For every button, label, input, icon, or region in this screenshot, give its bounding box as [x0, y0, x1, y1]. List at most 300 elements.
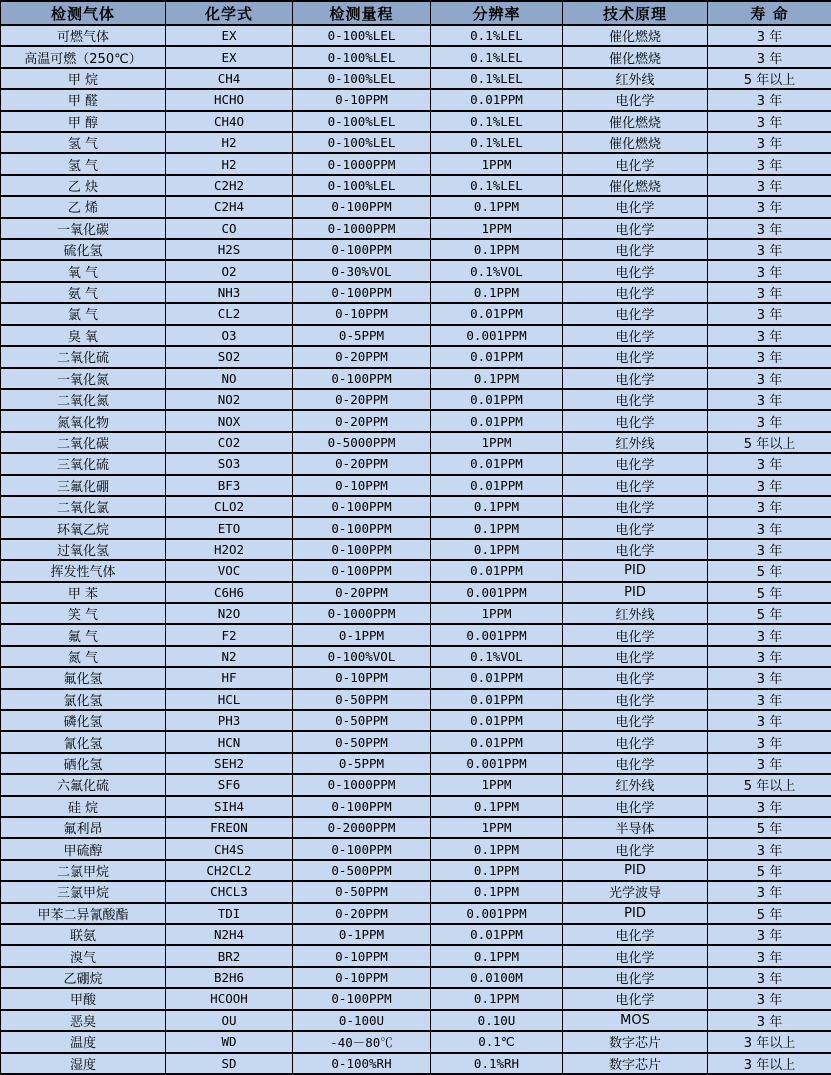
principle-cell: 电化学: [563, 731, 708, 752]
range-cell: 0-100%LEL: [293, 111, 431, 132]
table-row: [1, 753, 831, 774]
range-cell: 0-100PPM: [293, 796, 431, 817]
lifespan-cell: 5 年以上: [708, 432, 831, 453]
resolution-cell: 0.001PPM: [431, 582, 563, 603]
gas-cell: 氟 气: [1, 624, 166, 645]
formula-cell: NOX: [166, 410, 293, 431]
column-header-gas: 检测气体: [1, 1, 166, 25]
principle-cell: 电化学: [563, 539, 708, 560]
principle-cell: 电化学: [563, 368, 708, 389]
gas-cell: 乙 炔: [1, 175, 166, 196]
gas-cell: 氯 气: [1, 303, 166, 324]
table-row: [1, 817, 831, 838]
formula-cell: SEH2: [166, 753, 293, 774]
table-row: [1, 239, 831, 260]
principle-cell: 红外线: [563, 774, 708, 795]
resolution-cell: 1PPM: [431, 603, 563, 624]
table-row: [1, 410, 831, 431]
resolution-cell: 1PPM: [431, 432, 563, 453]
gas-cell: 环氧乙烷: [1, 517, 166, 538]
formula-cell: HCHO: [166, 89, 293, 110]
gas-cell: 三氧化硫: [1, 453, 166, 474]
formula-cell: BF3: [166, 475, 293, 496]
resolution-cell: 0.1PPM: [431, 196, 563, 217]
table-row: [1, 924, 831, 945]
table-row: [1, 560, 831, 581]
gas-cell: 挥发性气体: [1, 560, 166, 581]
range-cell: 0-10PPM: [293, 967, 431, 988]
resolution-cell: 1PPM: [431, 774, 563, 795]
gas-cell: 乙 烯: [1, 196, 166, 217]
resolution-cell: 0.1PPM: [431, 945, 563, 966]
resolution-cell: 0.1PPM: [431, 796, 563, 817]
principle-cell: 电化学: [563, 453, 708, 474]
range-cell: 0-20PPM: [293, 582, 431, 603]
table-row: [1, 282, 831, 303]
gas-cell: 氟化氢: [1, 667, 166, 688]
resolution-cell: 0.1%VOL: [431, 646, 563, 667]
gas-cell: 氮 气: [1, 646, 166, 667]
range-cell: 0-100%RH: [293, 1053, 431, 1075]
lifespan-cell: 3 年: [708, 89, 831, 110]
range-cell: 0-100%LEL: [293, 132, 431, 153]
table-row: [1, 517, 831, 538]
table-row: [1, 903, 831, 924]
formula-cell: CO2: [166, 432, 293, 453]
gas-cell: 二氯甲烷: [1, 860, 166, 881]
formula-cell: O2: [166, 260, 293, 281]
range-cell: 0-100PPM: [293, 282, 431, 303]
formula-cell: H2S: [166, 239, 293, 260]
table-row: [1, 475, 831, 496]
principle-cell: 电化学: [563, 753, 708, 774]
formula-cell: C6H6: [166, 582, 293, 603]
range-cell: 0-1000PPM: [293, 218, 431, 239]
formula-cell: EX: [166, 46, 293, 67]
range-cell: -40－80℃: [293, 1031, 431, 1052]
resolution-cell: 0.1%VOL: [431, 260, 563, 281]
resolution-cell: 0.1PPM: [431, 239, 563, 260]
range-cell: 0-2000PPM: [293, 817, 431, 838]
principle-cell: 电化学: [563, 646, 708, 667]
principle-cell: 电化学: [563, 838, 708, 859]
range-cell: 0-50PPM: [293, 731, 431, 752]
lifespan-cell: 3 年: [708, 731, 831, 752]
principle-cell: 红外线: [563, 68, 708, 89]
formula-cell: N2H4: [166, 924, 293, 945]
lifespan-cell: 3 年: [708, 46, 831, 67]
lifespan-cell: 3 年以上: [708, 1031, 831, 1052]
table-row: [1, 603, 831, 624]
lifespan-cell: 3 年: [708, 945, 831, 966]
lifespan-cell: 3 年: [708, 368, 831, 389]
principle-cell: 数字芯片: [563, 1031, 708, 1052]
formula-cell: HCL: [166, 689, 293, 710]
resolution-cell: 0.001PPM: [431, 325, 563, 346]
formula-cell: HCN: [166, 731, 293, 752]
resolution-cell: 0.01PPM: [431, 453, 563, 474]
range-cell: 0-100%LEL: [293, 25, 431, 46]
resolution-cell: 0.0100M: [431, 967, 563, 988]
formula-cell: WD: [166, 1031, 293, 1052]
resolution-cell: 0.1%LEL: [431, 46, 563, 67]
principle-cell: 电化学: [563, 282, 708, 303]
principle-cell: 红外线: [563, 432, 708, 453]
gas-cell: 三氟化硼: [1, 475, 166, 496]
table-row: [1, 731, 831, 752]
lifespan-cell: 3 年: [708, 153, 831, 174]
table-row: [1, 945, 831, 966]
formula-cell: SIH4: [166, 796, 293, 817]
range-cell: 0-50PPM: [293, 710, 431, 731]
lifespan-cell: 3 年: [708, 988, 831, 1009]
range-cell: 0-10PPM: [293, 89, 431, 110]
resolution-cell: 0.1PPM: [431, 881, 563, 902]
principle-cell: 催化燃烧: [563, 46, 708, 67]
principle-cell: 电化学: [563, 496, 708, 517]
resolution-cell: 0.1℃: [431, 1031, 563, 1052]
principle-cell: 电化学: [563, 346, 708, 367]
gas-cell: 一氧化碳: [1, 218, 166, 239]
principle-cell: 电化学: [563, 410, 708, 431]
lifespan-cell: 5 年: [708, 582, 831, 603]
table-row: [1, 25, 831, 46]
formula-cell: VOC: [166, 560, 293, 581]
range-cell: 0-10PPM: [293, 475, 431, 496]
resolution-cell: 1PPM: [431, 817, 563, 838]
lifespan-cell: 3 年: [708, 346, 831, 367]
lifespan-cell: 5 年以上: [708, 68, 831, 89]
range-cell: 0-1000PPM: [293, 774, 431, 795]
table-row: [1, 111, 831, 132]
principle-cell: PID: [563, 860, 708, 881]
range-cell: 0-10PPM: [293, 667, 431, 688]
table-row: [1, 453, 831, 474]
lifespan-cell: 3 年: [708, 1010, 831, 1031]
table-row: [1, 667, 831, 688]
resolution-cell: 0.01PPM: [431, 475, 563, 496]
gas-cell: 二氧化碳: [1, 432, 166, 453]
gas-cell: 联氨: [1, 924, 166, 945]
table-row: [1, 582, 831, 603]
principle-cell: 催化燃烧: [563, 111, 708, 132]
gas-cell: 甲苯二异氰酸酯: [1, 903, 166, 924]
gas-cell: 硅 烷: [1, 796, 166, 817]
range-cell: 0-20PPM: [293, 453, 431, 474]
principle-cell: 电化学: [563, 303, 708, 324]
lifespan-cell: 3 年: [708, 410, 831, 431]
gas-cell: 氢 气: [1, 132, 166, 153]
resolution-cell: 0.01PPM: [431, 346, 563, 367]
table-row: [1, 838, 831, 859]
lifespan-cell: 3 年: [708, 838, 831, 859]
formula-cell: CLO2: [166, 496, 293, 517]
formula-cell: H2: [166, 132, 293, 153]
principle-cell: 催化燃烧: [563, 25, 708, 46]
formula-cell: N2: [166, 646, 293, 667]
table-row: [1, 539, 831, 560]
gas-cell: 二氧化氯: [1, 496, 166, 517]
lifespan-cell: 3 年: [708, 881, 831, 902]
principle-cell: 半导体: [563, 817, 708, 838]
table-row: [1, 346, 831, 367]
resolution-cell: 0.01PPM: [431, 667, 563, 688]
lifespan-cell: 3 年: [708, 260, 831, 281]
principle-cell: 电化学: [563, 475, 708, 496]
lifespan-cell: 3 年: [708, 517, 831, 538]
gas-cell: 溴气: [1, 945, 166, 966]
formula-cell: H2: [166, 153, 293, 174]
gas-cell: 硒化氢: [1, 753, 166, 774]
resolution-cell: 0.1%LEL: [431, 132, 563, 153]
resolution-cell: 0.1%LEL: [431, 111, 563, 132]
lifespan-cell: 3 年: [708, 667, 831, 688]
principle-cell: 光学波导: [563, 881, 708, 902]
gas-cell: 氟利昂: [1, 817, 166, 838]
column-header-principle: 技术原理: [563, 1, 708, 25]
resolution-cell: 0.001PPM: [431, 624, 563, 645]
table-row: [1, 89, 831, 110]
range-cell: 0-20PPM: [293, 903, 431, 924]
resolution-cell: 1PPM: [431, 218, 563, 239]
formula-cell: CL2: [166, 303, 293, 324]
resolution-cell: 0.1%RH: [431, 1053, 563, 1075]
gas-cell: 过氧化氢: [1, 539, 166, 560]
table-row: [1, 303, 831, 324]
table-row: [1, 132, 831, 153]
formula-cell: ETO: [166, 517, 293, 538]
principle-cell: 电化学: [563, 325, 708, 346]
range-cell: 0-100U: [293, 1010, 431, 1031]
formula-cell: SD: [166, 1053, 293, 1075]
formula-cell: C2H4: [166, 196, 293, 217]
lifespan-cell: 5 年以上: [708, 774, 831, 795]
column-header-formula: 化学式: [166, 1, 293, 25]
formula-cell: SF6: [166, 774, 293, 795]
table-row: [1, 860, 831, 881]
resolution-cell: 0.1PPM: [431, 517, 563, 538]
gas-cell: 一氧化氮: [1, 368, 166, 389]
table-row: [1, 196, 831, 217]
resolution-cell: 0.1PPM: [431, 838, 563, 859]
range-cell: 0-100%LEL: [293, 46, 431, 67]
gas-cell: 可燃气体: [1, 25, 166, 46]
formula-cell: C2H2: [166, 175, 293, 196]
formula-cell: BR2: [166, 945, 293, 966]
lifespan-cell: 5 年: [708, 560, 831, 581]
gas-cell: 笑 气: [1, 603, 166, 624]
lifespan-cell: 3 年: [708, 753, 831, 774]
formula-cell: CO: [166, 218, 293, 239]
range-cell: 0-100PPM: [293, 368, 431, 389]
range-cell: 0-50PPM: [293, 881, 431, 902]
range-cell: 0-100PPM: [293, 496, 431, 517]
gas-cell: 甲酸: [1, 988, 166, 1009]
lifespan-cell: 3 年: [708, 624, 831, 645]
table-row: [1, 153, 831, 174]
resolution-cell: 0.01PPM: [431, 710, 563, 731]
gas-cell: 甲 烷: [1, 68, 166, 89]
table-row: [1, 368, 831, 389]
gas-cell: 硫化氢: [1, 239, 166, 260]
principle-cell: PID: [563, 560, 708, 581]
principle-cell: 电化学: [563, 945, 708, 966]
resolution-cell: 0.1%LEL: [431, 175, 563, 196]
range-cell: 0-100PPM: [293, 539, 431, 560]
table-row: [1, 1031, 831, 1052]
table-row: [1, 988, 831, 1009]
gas-cell: 二氧化氮: [1, 389, 166, 410]
range-cell: 0-100PPM: [293, 560, 431, 581]
formula-cell: B2H6: [166, 967, 293, 988]
range-cell: 0-500PPM: [293, 860, 431, 881]
gas-cell: 湿度: [1, 1053, 166, 1075]
principle-cell: 电化学: [563, 667, 708, 688]
range-cell: 0-100PPM: [293, 988, 431, 1009]
formula-cell: NO: [166, 368, 293, 389]
resolution-cell: 0.01PPM: [431, 924, 563, 945]
table-row: [1, 1010, 831, 1031]
range-cell: 0-1PPM: [293, 624, 431, 645]
formula-cell: CH4O: [166, 111, 293, 132]
lifespan-cell: 3 年: [708, 25, 831, 46]
gas-cell: 甲 苯: [1, 582, 166, 603]
gas-cell: 甲 醇: [1, 111, 166, 132]
lifespan-cell: 3 年: [708, 453, 831, 474]
lifespan-cell: 3 年: [708, 689, 831, 710]
principle-cell: 电化学: [563, 89, 708, 110]
table-row: [1, 796, 831, 817]
table-body: [1, 25, 831, 1074]
gas-cell: 温度: [1, 1031, 166, 1052]
principle-cell: MOS: [563, 1010, 708, 1031]
resolution-cell: 0.1PPM: [431, 282, 563, 303]
table-row: [1, 260, 831, 281]
principle-cell: 电化学: [563, 924, 708, 945]
lifespan-cell: 3 年: [708, 132, 831, 153]
table-row: [1, 689, 831, 710]
gas-cell: 氯化氢: [1, 689, 166, 710]
formula-cell: TDI: [166, 903, 293, 924]
lifespan-cell: 5 年: [708, 603, 831, 624]
resolution-cell: 0.1PPM: [431, 539, 563, 560]
range-cell: 0-20PPM: [293, 410, 431, 431]
table-row: [1, 175, 831, 196]
lifespan-cell: 3 年: [708, 325, 831, 346]
range-cell: 0-100PPM: [293, 239, 431, 260]
range-cell: 0-50PPM: [293, 689, 431, 710]
formula-cell: OU: [166, 1010, 293, 1031]
table-row: [1, 325, 831, 346]
gas-cell: 甲硫醇: [1, 838, 166, 859]
principle-cell: PID: [563, 582, 708, 603]
formula-cell: SO3: [166, 453, 293, 474]
range-cell: 0-100%LEL: [293, 68, 431, 89]
column-header-lifespan: 寿 命: [708, 1, 831, 25]
lifespan-cell: 3 年: [708, 389, 831, 410]
lifespan-cell: 3 年: [708, 539, 831, 560]
resolution-cell: 0.1PPM: [431, 860, 563, 881]
resolution-cell: 0.1PPM: [431, 988, 563, 1009]
table-row: [1, 389, 831, 410]
lifespan-cell: 3 年: [708, 218, 831, 239]
gas-cell: 六氟化硫: [1, 774, 166, 795]
formula-cell: CH4: [166, 68, 293, 89]
gas-cell: 甲 醛: [1, 89, 166, 110]
gas-cell: 氮氧化物: [1, 410, 166, 431]
principle-cell: 数字芯片: [563, 1053, 708, 1075]
resolution-cell: 0.1PPM: [431, 496, 563, 517]
resolution-cell: 0.001PPM: [431, 903, 563, 924]
resolution-cell: 0.01PPM: [431, 689, 563, 710]
formula-cell: CH4S: [166, 838, 293, 859]
table-row: [1, 68, 831, 89]
lifespan-cell: 3 年: [708, 282, 831, 303]
lifespan-cell: 3 年以上: [708, 1053, 831, 1075]
resolution-cell: 0.01PPM: [431, 731, 563, 752]
principle-cell: 电化学: [563, 260, 708, 281]
gas-cell: 臭 氧: [1, 325, 166, 346]
principle-cell: 电化学: [563, 389, 708, 410]
resolution-cell: 0.01PPM: [431, 410, 563, 431]
range-cell: 0-100PPM: [293, 196, 431, 217]
resolution-cell: 0.1PPM: [431, 368, 563, 389]
table-row: [1, 496, 831, 517]
lifespan-cell: 3 年: [708, 111, 831, 132]
table-row: [1, 46, 831, 67]
range-cell: 0-5PPM: [293, 753, 431, 774]
range-cell: 0-1000PPM: [293, 153, 431, 174]
principle-cell: 电化学: [563, 239, 708, 260]
principle-cell: 电化学: [563, 796, 708, 817]
table-row: [1, 432, 831, 453]
resolution-cell: 1PPM: [431, 153, 563, 174]
table-row: [1, 1053, 831, 1075]
range-cell: 0-5PPM: [293, 325, 431, 346]
lifespan-cell: 5 年: [708, 860, 831, 881]
resolution-cell: 0.1%LEL: [431, 25, 563, 46]
formula-cell: NO2: [166, 389, 293, 410]
gas-cell: 磷化氢: [1, 710, 166, 731]
principle-cell: PID: [563, 903, 708, 924]
formula-cell: H2O2: [166, 539, 293, 560]
column-header-resolution: 分辨率: [431, 1, 563, 25]
principle-cell: 电化学: [563, 689, 708, 710]
range-cell: 0-20PPM: [293, 346, 431, 367]
formula-cell: HF: [166, 667, 293, 688]
lifespan-cell: 3 年: [708, 967, 831, 988]
principle-cell: 电化学: [563, 710, 708, 731]
range-cell: 0-1000PPM: [293, 603, 431, 624]
lifespan-cell: 3 年: [708, 496, 831, 517]
principle-cell: 电化学: [563, 218, 708, 239]
formula-cell: N2O: [166, 603, 293, 624]
range-cell: 0-100PPM: [293, 838, 431, 859]
formula-cell: O3: [166, 325, 293, 346]
range-cell: 0-10PPM: [293, 303, 431, 324]
range-cell: 0-20PPM: [293, 389, 431, 410]
lifespan-cell: 5 年: [708, 817, 831, 838]
lifespan-cell: 3 年: [708, 924, 831, 945]
formula-cell: CH2CL2: [166, 860, 293, 881]
resolution-cell: 0.10U: [431, 1010, 563, 1031]
principle-cell: 电化学: [563, 624, 708, 645]
lifespan-cell: 3 年: [708, 303, 831, 324]
formula-cell: EX: [166, 25, 293, 46]
principle-cell: 电化学: [563, 196, 708, 217]
gas-cell: 二氧化硫: [1, 346, 166, 367]
table-row: [1, 218, 831, 239]
